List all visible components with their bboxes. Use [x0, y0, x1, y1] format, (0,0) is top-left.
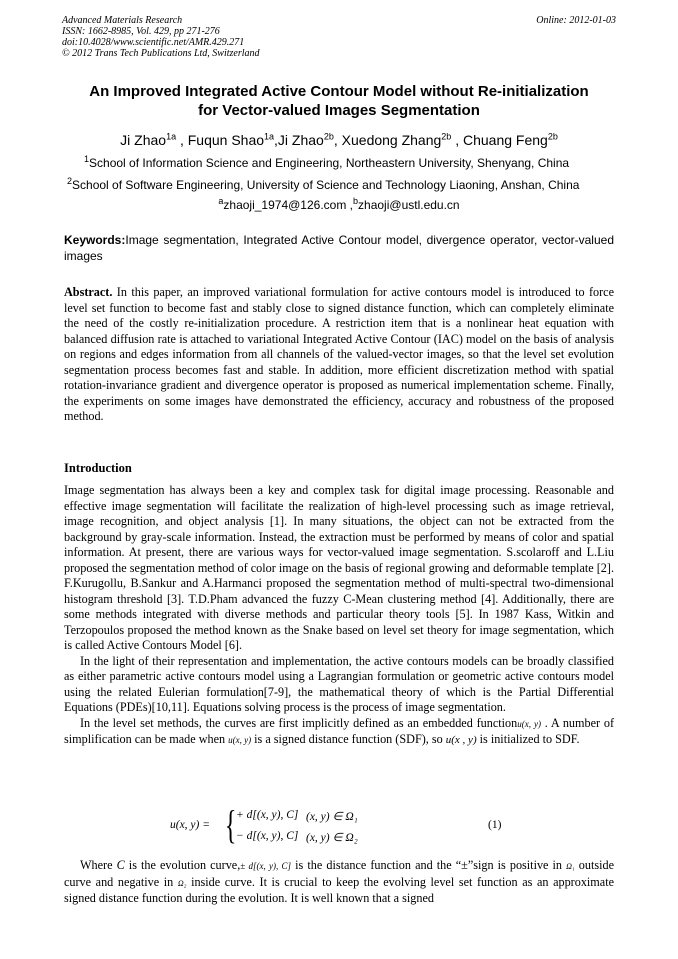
affiliation-2 [67, 178, 579, 193]
math-distance: ± d[(x, y), C] [240, 861, 292, 871]
copyright-line: © 2012 Trans Tech Publications Ltd, Switzerland [62, 48, 260, 59]
keywords-text: Image segmentation, Integrated Active Contour model, divergence operator, vector-valued images [64, 233, 614, 263]
after-text-2: is the evolution curve, [124, 858, 241, 872]
email-b: zhaoji@ustl.edu.cn [358, 198, 460, 212]
email-b-sup: b [353, 196, 359, 206]
author-1: Ji Zhao [120, 132, 167, 148]
author-3-sup: 2b [323, 131, 334, 142]
author-3: ,Ji Zhao [274, 132, 324, 148]
doi-line: doi:10.4028/www.scientific.net/AMR.429.271 [62, 37, 245, 48]
equation-case-1: + d[(x, y), C] [236, 809, 299, 821]
equation-1 [170, 802, 610, 849]
math-c: C [116, 858, 125, 872]
author-4: , Xuedong Zhang [333, 132, 442, 148]
equation-case-2: − d[(x, y), C] [236, 830, 299, 842]
author-2-sup: 1a [264, 131, 275, 142]
after-text-3: is the distance function and the “±”sign is positive in [291, 858, 567, 872]
p3-text-b: . A number of simplification can be made when [64, 715, 615, 746]
author-list [30, 131, 648, 149]
p3-text-d: is initialized to SDF. [476, 732, 580, 746]
online-date: Online: 2012-01-03 [536, 15, 616, 26]
abstract [64, 285, 614, 425]
paper-title [40, 82, 638, 120]
affiliation-2-sup: 2 [67, 176, 73, 186]
author-5-sup: 2b [547, 131, 558, 142]
equation-condition-2: (x, y) ∈ Ω₂ [306, 832, 358, 844]
math-u-xy-1: u(x, y) [517, 718, 541, 729]
intro-paragraph-2: In the light of their representation and implementation, the active contours models can be broadly classified as either parametric active contours model using a Lagrangian formulation or geometric active contours model using the related Eulerian formulation[7-9], the mathematical theory of which is the Partial Differential Equations (PDEs)[10,11]. Equations solving process is the process of image segmentation. [64, 653, 614, 714]
equation-lhs: u(x, y) = [170, 819, 211, 831]
journal-header [62, 15, 616, 59]
p3-text-c: is a signed distance function (SDF), so [251, 732, 446, 746]
math-u-xy-2: u(x, y) [228, 735, 252, 745]
introduction-body [64, 483, 614, 749]
intro-paragraph-1: Image segmentation has always been a key and complex task for digital image processing. Reasonable and effective image segmentation will facilitate the realization of high-level processing such as image retrieval, image recognition, and object analysis [1]. In many situations, the object can not be extracted from the background by gray-scale information. Instead, the extraction must be performed by means of color and spatial information. At present, there are various ways for vector-valued image segmentation. S.scolaroff and L.Liu proposed the segmentation method of color image on the basis of regional growing and deformable template [2]. F.Kurugollu, B.Sankur and A.Harmanci proposed the segmentation method of multi-spectral two-dimensional histogram threshold [3]. T.D.Pham advanced the fuzzy C-Mean clustering method [4]. Additionally, there are some methods integrated with diverse methods and particular theory tools [5]. In 1987 Kass, Witkin and Terzopoulos proposed the method known as the Snake based on level set theory for image segmentation, which is called Active Contours Model [6]. [64, 483, 614, 652]
intro-paragraph-3 [64, 716, 614, 749]
affiliation-1-text: School of Information Science and Engineering, Northeastern University, Shenyang, China [89, 156, 570, 170]
math-omega-2: Ω₂ [177, 878, 187, 888]
author-emails [0, 198, 678, 213]
author-2: , Fuqun Shao [176, 132, 265, 148]
author-1-sup: 1a [166, 131, 177, 142]
email-a-sup: a [218, 196, 224, 206]
title-line-1: An Improved Integrated Active Contour Model without Re-initialization [89, 83, 589, 100]
equation-condition-1: (x, y) ∈ Ω₁ [306, 811, 358, 823]
author-4-sup: 2b [441, 131, 452, 142]
issn-line: ISSN: 1662-8985, Vol. 429, pp 271-276 [62, 26, 220, 37]
keywords-label: Keywords: [64, 233, 126, 247]
title-line-2: for Vector-valued Images Segmentation [198, 102, 480, 119]
left-brace: { [224, 802, 237, 847]
math-omega-1: Ω₁ [566, 862, 575, 871]
affiliation-1-sup: 1 [84, 154, 90, 164]
abstract-text: In this paper, an improved variational formulation for active contours model is introduced to force level set function to become fast and stably close to signed distance function, which can completely eliminate the need of the costly re-initialization procedure. A restriction item that is a nonlinear heat equation with balanced diffusion rate is attached to variational Integrated Active Contour (IAC) model on the basis of analysis on regions and edges information from all channels of the valued-vector images, so that the level set evolution segmentation process becomes fast and stable. In addition, more efficient discretization method with spatial rotation-invariance gradient and divergence operator is proposed as numerical implementation scheme. Finally, the experiments on some images have demonstrated the efficiency, accuracy and robustness of the proposed method. [64, 285, 614, 423]
equation-number: (1) [488, 819, 502, 831]
p3-text-a: In the level set methods, the curves are first implicitly defined as an embedded function [80, 715, 518, 730]
journal-name: Advanced Materials Research [62, 15, 183, 26]
abstract-label: Abstract. [64, 285, 113, 299]
math-u-xy-3: u(x , y) [445, 734, 477, 746]
affiliation-1 [84, 156, 569, 171]
author-5: , Chuang Feng [451, 132, 548, 148]
affiliation-2-text: School of Software Engineering, University of Science and Technology Liaoning, Anshan, China [72, 178, 580, 192]
post-equation-paragraph [64, 858, 614, 907]
after-text-4: outside curve and negative in [64, 858, 614, 889]
after-text-5: inside curve. It is crucial to keep the evolving level set function as an approximate signed distance function during the evolution. It is well known that a signed [64, 874, 614, 905]
section-heading-introduction: Introduction [64, 461, 132, 475]
after-text-1: Where [80, 858, 117, 872]
email-a: zhaoji_1974@126.com , [223, 198, 354, 212]
keywords [64, 233, 614, 264]
